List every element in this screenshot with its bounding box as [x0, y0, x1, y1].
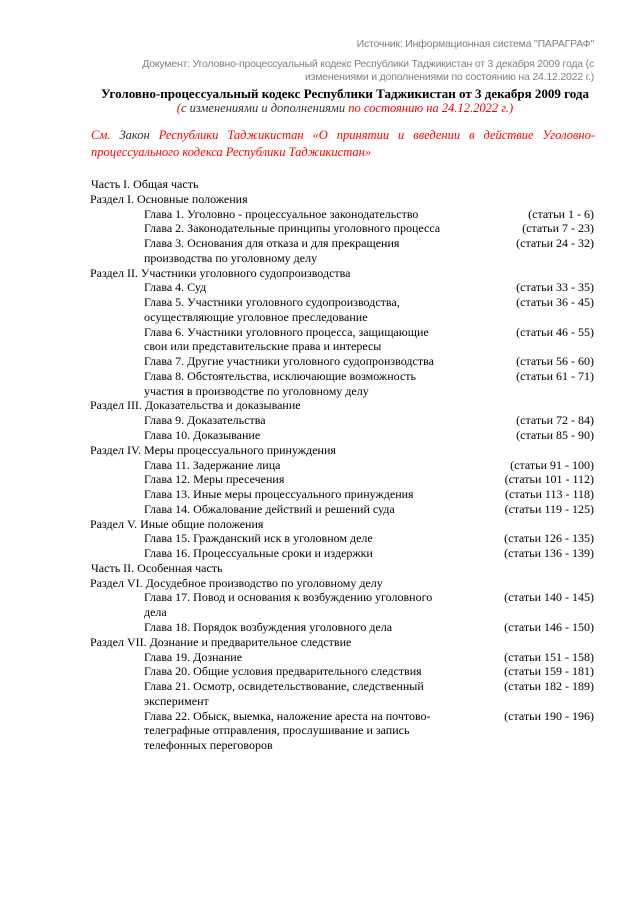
- toc-chapter[interactable]: [0, 590, 640, 620]
- toc-article-range: (статьи 85 - 90): [516, 428, 594, 443]
- toc-section-title[interactable]: Раздел III. Доказательства и доказывание: [90, 398, 301, 413]
- toc-article-range: (статьи 56 - 60): [516, 354, 594, 369]
- toc-chapter-title[interactable]: Глава 17. Повод и основания к возбуждению уголовного дела: [144, 590, 433, 620]
- toc-chapter[interactable]: [0, 620, 640, 635]
- toc-section[interactable]: [0, 398, 640, 413]
- toc-chapter[interactable]: [0, 472, 640, 487]
- toc-article-range: (статьи 61 - 71): [516, 368, 594, 383]
- toc-article-range: (статьи 1 - 6): [528, 206, 594, 221]
- toc-article-range: (статьи 140 - 145): [504, 590, 594, 605]
- subtitle-amendments: с изменениями и дополнениями: [180, 101, 346, 115]
- toc-chapter-title[interactable]: Глава 9. Доказательства: [144, 413, 266, 428]
- toc-article-range: (статьи 159 - 181): [504, 664, 594, 679]
- toc-article-range: (статьи 91 - 100): [510, 457, 594, 472]
- subtitle-paren: (: [176, 101, 181, 115]
- toc-chapter[interactable]: [0, 369, 640, 399]
- law-word: Закон: [119, 128, 150, 142]
- see-also-link[interactable]: Республики Таджикистан «О принятии и введении в действие Уголовно-процессуального кодекса Республики Таджикистан»: [91, 128, 596, 159]
- document-subtitle: [0, 101, 640, 116]
- toc-article-range: (статьи 101 - 112): [504, 472, 594, 487]
- toc-chapter[interactable]: [0, 295, 640, 325]
- toc-section-title[interactable]: Раздел IV. Меры процессуального принуждения: [90, 442, 336, 457]
- toc-chapter[interactable]: [0, 546, 640, 561]
- toc-chapter[interactable]: [0, 458, 640, 473]
- source-line: Источник: Информационная система "ПАРАГРАФ": [356, 38, 594, 50]
- toc-chapter[interactable]: [0, 413, 640, 428]
- toc-article-range: (статьи 24 - 32): [516, 236, 594, 251]
- toc-article-range: (статьи 46 - 55): [516, 324, 594, 339]
- toc-chapter[interactable]: [0, 709, 640, 753]
- toc-section[interactable]: [0, 576, 640, 591]
- toc-article-range: (статьи 146 - 150): [504, 619, 594, 634]
- toc-chapter-title[interactable]: Глава 2. Законодательные принципы уголовного процесса: [144, 221, 441, 236]
- toc-part[interactable]: [0, 177, 640, 192]
- see-prefix: См.: [91, 128, 111, 142]
- toc-chapter-title[interactable]: Глава 4. Суд: [144, 280, 207, 295]
- toc-section-title[interactable]: Раздел VI. Досудебное производство по уголовному делу: [90, 575, 383, 590]
- toc-article-range: (статьи 36 - 45): [516, 295, 594, 310]
- toc-section[interactable]: [0, 635, 640, 650]
- toc-section-title[interactable]: Раздел I. Основные положения: [90, 191, 248, 206]
- subtitle-date-link[interactable]: по состоянию на 24.12.2022 г.): [345, 101, 514, 115]
- see-also-note: [91, 127, 595, 161]
- toc-chapter-title[interactable]: Глава 12. Меры пресечения: [144, 472, 285, 487]
- toc-chapter-title[interactable]: Глава 16. Процессуальные сроки и издержки: [144, 546, 373, 561]
- toc-chapter-title[interactable]: Глава 13. Иные меры процессуального принуждения: [144, 487, 414, 502]
- toc-article-range: (статьи 151 - 158): [504, 649, 594, 664]
- toc-chapter-title[interactable]: Глава 15. Гражданский иск в уголовном деле: [144, 531, 373, 546]
- toc-section[interactable]: [0, 192, 640, 207]
- toc-chapter[interactable]: [0, 664, 640, 679]
- toc-article-range: (статьи 126 - 135): [504, 531, 594, 546]
- toc-chapter-title[interactable]: Глава 1. Уголовно - процессуальное законодательство: [144, 206, 419, 221]
- toc-article-range: (статьи 113 - 118): [505, 487, 594, 502]
- toc-chapter[interactable]: [0, 487, 640, 502]
- toc-chapter-title[interactable]: Глава 8. Обстоятельства, исключающие возможность участия в производстве по уголовному делу: [144, 368, 416, 398]
- toc-chapter[interactable]: [0, 679, 640, 709]
- document-title: Уголовно-процессуальный кодекс Республики Таджикистан от 3 декабря 2009 года: [101, 86, 589, 101]
- toc-chapter[interactable]: [0, 207, 640, 222]
- toc-chapter-title[interactable]: Глава 7. Другие участники уголовного судопроизводства: [144, 354, 434, 369]
- toc-section[interactable]: [0, 266, 640, 281]
- toc-chapter-title[interactable]: Глава 6. Участники уголовного процесса, защищающие свои или представительские права и интересы: [144, 324, 429, 354]
- toc-part[interactable]: [0, 561, 640, 576]
- toc-chapter-title[interactable]: Глава 5. Участники уголовного судопроизводства, осуществляющие уголовное преследование: [144, 295, 400, 324]
- toc-article-range: (статьи 136 - 139): [504, 546, 594, 561]
- toc-chapter[interactable]: [0, 531, 640, 546]
- toc-chapter-title[interactable]: Глава 3. Основания для отказа и для прекращения производства по уголовному делу: [144, 236, 400, 265]
- toc-article-range: (статьи 182 - 189): [504, 679, 594, 694]
- toc-chapter-title[interactable]: Глава 21. Осмотр, освидетельствование, следственный эксперимент: [144, 679, 424, 708]
- toc-section-title[interactable]: Раздел VII. Дознание и предварительное следствие: [90, 634, 352, 649]
- toc-article-range: (статьи 72 - 84): [516, 413, 594, 428]
- toc-part-title[interactable]: Часть II. Особенная часть: [91, 560, 223, 575]
- toc-chapter-title[interactable]: Глава 22. Обыск, выемка, наложение ареста на почтово-телеграфные отправления, прослушивание и запись телефонных переговоров: [144, 708, 431, 753]
- toc-chapter-title[interactable]: Глава 19. Дознание: [144, 649, 243, 664]
- toc-chapter[interactable]: [0, 221, 640, 236]
- toc-chapter[interactable]: [0, 236, 640, 266]
- toc-article-range: (статьи 190 - 196): [504, 708, 594, 723]
- toc-chapter[interactable]: [0, 354, 640, 369]
- toc-section-title[interactable]: Раздел V. Иные общие положения: [90, 516, 264, 531]
- toc-part-title[interactable]: Часть I. Общая часть: [91, 177, 199, 191]
- toc-chapter[interactable]: [0, 502, 640, 517]
- toc-chapter[interactable]: [0, 280, 640, 295]
- toc-chapter-title[interactable]: Глава 11. Задержание лица: [144, 457, 281, 472]
- toc-chapter-title[interactable]: Глава 18. Порядок возбуждения уголовного дела: [144, 619, 393, 634]
- toc-article-range: (статьи 119 - 125): [504, 501, 594, 516]
- table-of-contents: [0, 177, 640, 753]
- toc-section[interactable]: [0, 517, 640, 532]
- toc-chapter-title[interactable]: Глава 14. Обжалование действий и решений суда: [144, 501, 395, 516]
- document-line: Документ: Уголовно-процессуальный кодекс Республики Таджикистан от 3 декабря 2009 года (с изменениями и дополнениями по состоянию на 24.12.2022 г.): [142, 58, 594, 83]
- toc-article-range: (статьи 33 - 35): [516, 280, 594, 295]
- toc-chapter-title[interactable]: Глава 10. Доказывание: [144, 428, 261, 443]
- toc-section-title[interactable]: Раздел II. Участники уголовного судопроизводства: [90, 265, 351, 280]
- toc-chapter[interactable]: [0, 428, 640, 443]
- toc-article-range: (статьи 7 - 23): [522, 221, 594, 236]
- toc-section[interactable]: [0, 443, 640, 458]
- toc-chapter-title[interactable]: Глава 20. Общие условия предварительного следствия: [144, 664, 422, 679]
- toc-chapter[interactable]: [0, 325, 640, 355]
- toc-chapter[interactable]: [0, 650, 640, 665]
